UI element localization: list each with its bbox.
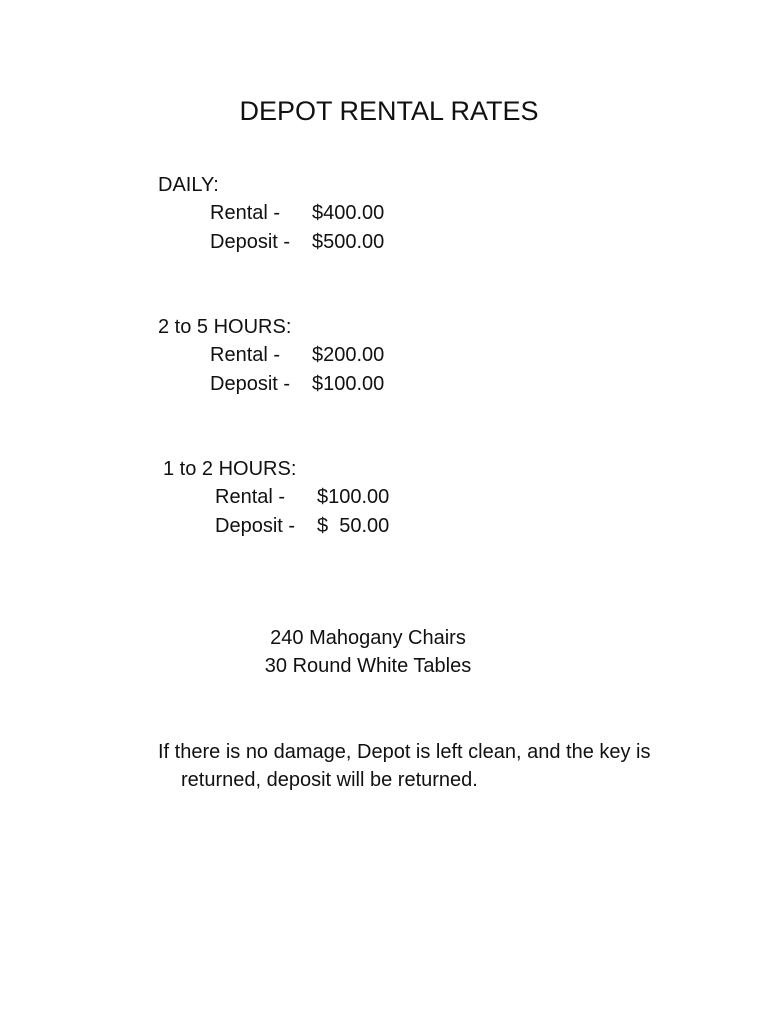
two-to-five-hours-section	[158, 313, 384, 399]
section-heading: 2 to 5 HOURS:	[158, 316, 292, 338]
deposit-row	[210, 370, 384, 399]
note-line-1: If there is no damage, Depot is left clean, and the key is	[158, 741, 651, 763]
rental-label: Rental -	[215, 486, 286, 508]
deposit-amount: $ 50.00	[317, 515, 390, 537]
deposit-row	[215, 512, 389, 541]
rental-row	[215, 483, 389, 512]
rental-label: Rental -	[210, 202, 281, 224]
rental-row	[210, 341, 384, 370]
section-heading: 1 to 2 HOURS:	[163, 458, 297, 480]
deposit-label: Deposit -	[210, 373, 291, 395]
deposit-return-note	[158, 738, 698, 794]
page-title: DEPOT RENTAL RATES	[239, 96, 539, 126]
deposit-row	[210, 228, 384, 257]
rental-amount: $400.00	[312, 202, 385, 224]
deposit-amount: $100.00	[312, 373, 385, 395]
rental-amount: $200.00	[312, 344, 385, 366]
rental-label: Rental -	[210, 344, 281, 366]
deposit-label: Deposit -	[215, 515, 296, 537]
deposit-label: Deposit -	[210, 231, 291, 253]
rental-row	[210, 199, 384, 228]
inventory-block	[0, 624, 736, 680]
section-heading: DAILY:	[158, 174, 219, 196]
daily-rate-section	[158, 171, 384, 257]
deposit-amount: $500.00	[312, 231, 385, 253]
note-line-2: returned, deposit will be returned.	[181, 769, 478, 791]
chairs-line: 240 Mahogany Chairs	[270, 627, 466, 649]
tables-line: 30 Round White Tables	[264, 655, 472, 677]
one-to-two-hours-section	[163, 455, 389, 541]
rental-amount: $100.00	[317, 486, 390, 508]
